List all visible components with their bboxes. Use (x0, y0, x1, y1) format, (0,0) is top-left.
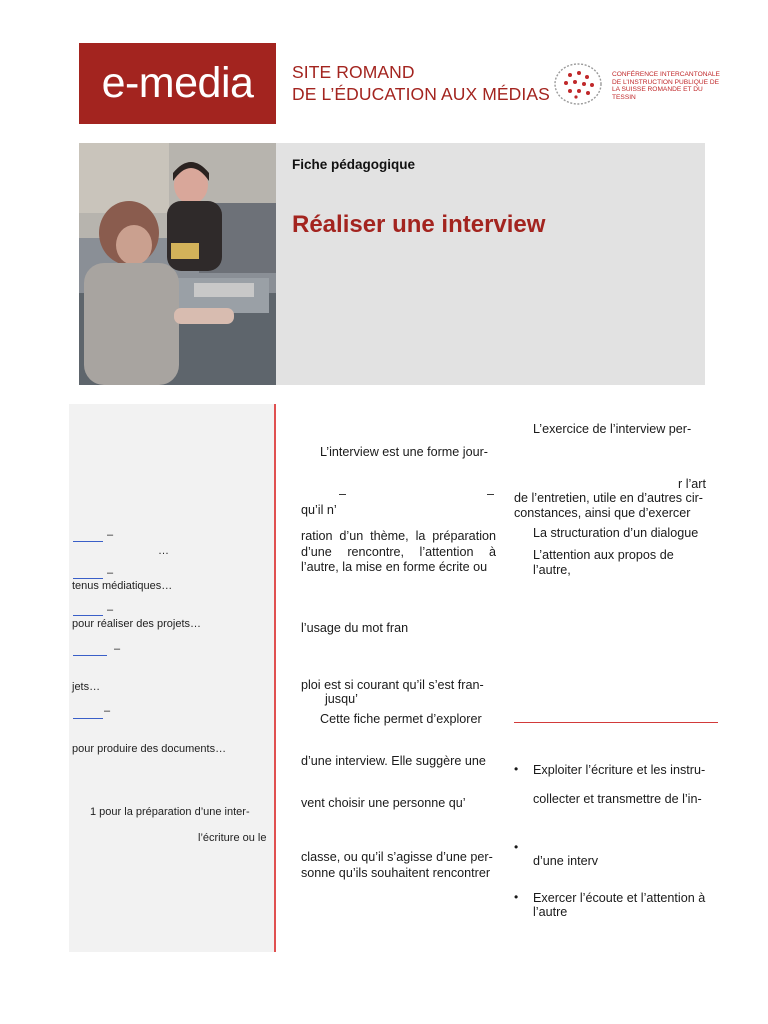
sidebar-link-4[interactable] (73, 655, 107, 656)
ciip-logo-icon (552, 62, 604, 106)
col2-para6: Cette fiche permet d’explorer (320, 712, 482, 726)
sidebar-item-3-text: pour réaliser des projets… (72, 618, 202, 630)
col2-para9-line2: sonne qu’ils souhaitent rencontrer (301, 866, 491, 880)
bullet-1-line2: collecter et transmettre de l’in- (533, 792, 702, 806)
col3-para2-line3: constances, ainsi que d’exercer (514, 506, 691, 520)
sidebar (69, 404, 274, 952)
fiche-label: Fiche pédagogique (292, 157, 416, 172)
col3-para3: La structuration d’un dialogue (533, 526, 699, 540)
section-divider (514, 722, 718, 723)
col2-para3-line3: l’autre, la mise en forme écrite ou (301, 560, 488, 574)
sidebar-item-4-text: jets… (72, 681, 101, 693)
col2-para1: L’interview est une forme jour- (320, 445, 488, 459)
sidebar-item-5-text: pour produire des documents… (72, 743, 227, 755)
title-banner (276, 143, 705, 385)
col3-para1: L’exercice de l’interview per- (533, 422, 692, 436)
sidebar-item-2-text: tenus médiatiques… (72, 580, 173, 592)
sidebar-item-1-text: … (158, 545, 169, 557)
sidebar-dash-2: – (107, 567, 114, 579)
col3-para4-line1: L’attention aux propos de (533, 548, 674, 562)
sidebar-divider (274, 404, 276, 952)
col2-dash-b: – (487, 487, 495, 501)
sidebar-link-2[interactable] (73, 578, 103, 579)
bullet-2-mark: • (514, 840, 519, 854)
bullet-3-mark: • (514, 890, 519, 904)
col2-para3-line2: d’une rencontre, l’attention à (301, 545, 496, 559)
bullet-1-mark: • (514, 762, 519, 776)
sidebar-link-1[interactable] (73, 541, 103, 542)
sidebar-dash-3: – (107, 604, 114, 616)
col2-para5-line1: ploi est si courant qu’il s’est fran- (301, 678, 484, 692)
bullet-1-line1: Exploiter l’écriture et les instru- (533, 763, 706, 777)
site-title-line2: DE L’ÉDUCATION AUX MÉDIAS (292, 84, 550, 104)
col3-para4-line2: l’autre, (533, 563, 571, 577)
bullet-2-line2: d’une interv (533, 854, 599, 868)
ciip-caption: CONFÉRENCE INTERCANTONALE DE L’INSTRUCTION PUBLIQUE DE LA SUISSE ROMANDE ET DU TESSIN (612, 71, 720, 101)
sidebar-dash-4: – (114, 643, 121, 655)
col2-para9-line1: classe, ou qu’il s’agisse d’une per- (301, 850, 493, 864)
interview-photo (79, 143, 276, 385)
bullet-3-line2: l’autre (533, 905, 568, 919)
col2-para7: d’une interview. Elle suggère une (301, 754, 486, 768)
col2-para8: vent choisir une personne qu’ (301, 796, 466, 810)
col3-para2-line1: r l’art (678, 477, 706, 491)
emedia-logo: e-media (101, 59, 254, 107)
col3-para2-line2: de l’entretien, utile en d’autres cir- (514, 491, 704, 505)
col2-para4: l’usage du mot fran (301, 621, 409, 635)
page-title: Réaliser une interview (292, 211, 546, 238)
sidebar-link-5[interactable] (73, 718, 103, 719)
bullet-3-line1: Exercer l’écoute et l’attention à (533, 891, 706, 905)
col2-dash-a: – (339, 487, 347, 501)
col2-para2: qu’il n’ (301, 503, 337, 517)
sidebar-dash-1: – (107, 529, 114, 541)
sidebar-note-line1: 1 pour la préparation d’une inter- (90, 806, 250, 818)
col2-para5-line2: jusqu’ (325, 692, 358, 706)
sidebar-dash-5: – (104, 705, 111, 717)
sidebar-link-3[interactable] (73, 615, 103, 616)
col2-para3-line1: ration d’un thème, la préparation (301, 529, 496, 543)
site-title-line1: SITE ROMAND (292, 62, 415, 82)
sidebar-note-line2: l’écriture ou le (198, 832, 267, 844)
